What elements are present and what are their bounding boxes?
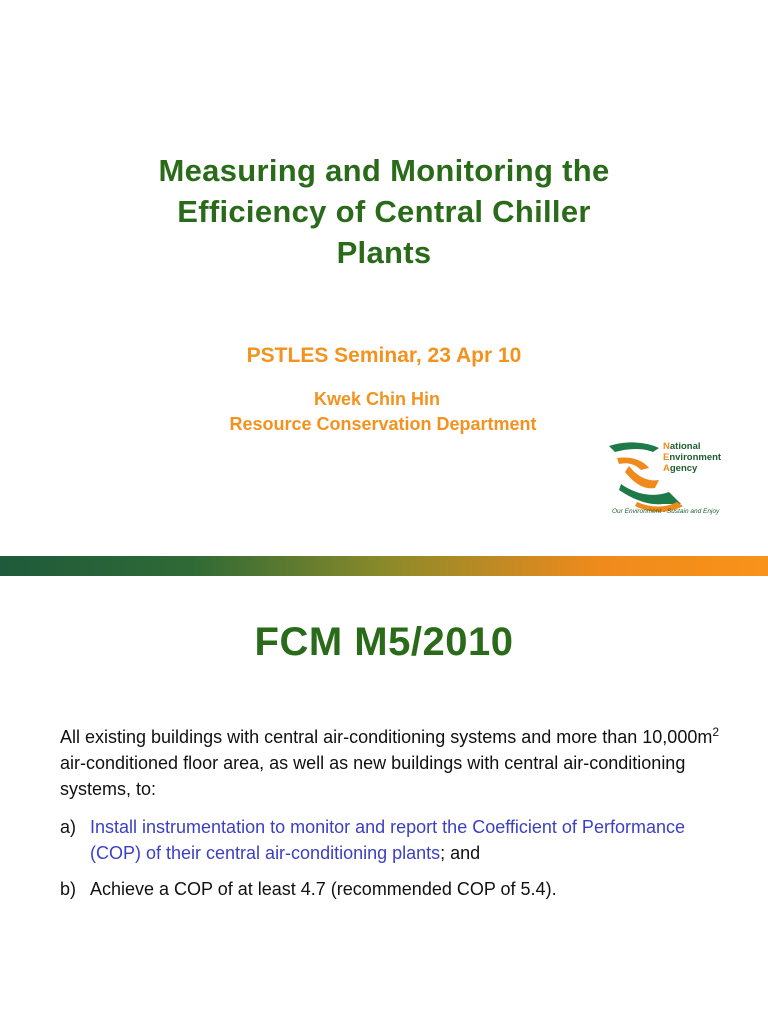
author-name: Kwek Chin Hin — [313, 389, 440, 409]
title-line: Plants — [336, 235, 432, 270]
item-b-text: Achieve a COP of at least 4.7 (recommended COP of 5.4). — [90, 879, 557, 899]
title-line: Measuring and Monitoring the — [158, 153, 610, 188]
list-marker: a) — [60, 817, 77, 837]
item-a-highlight: Install instrumentation to monitor and report the Coefficient of Performance (COP) of their central air-conditioning plants — [90, 817, 685, 863]
list-item-b — [60, 876, 730, 902]
slide-title: FCM M5/2010 — [254, 620, 514, 664]
slide-divider-bar — [0, 556, 768, 576]
list-item-a: a) Install instrumentation to monitor and report the Coefficient of Performance (COP) of their central air-conditioning plants; and — [60, 814, 730, 866]
list-marker: b) — [60, 879, 77, 899]
author-department: Resource Conservation Department — [229, 414, 537, 434]
title-line: Efficiency of Central Chiller — [177, 194, 591, 229]
seminar-subtitle: PSTLES Seminar, 23 Apr 10 — [246, 344, 522, 367]
author-block — [0, 387, 768, 437]
presentation-title — [60, 150, 708, 273]
nea-logo-text: National Environment Agency — [663, 441, 722, 474]
nea-logo-tagline: Our Environment - Sustain and Enjoy — [612, 508, 720, 515]
intro-paragraph: All existing buildings with central air-conditioning systems and more than $10,000m^2$ air-conditioned floor area, as well as new buildings with central air-conditioning systems, to: — [60, 725, 720, 799]
superscript: 2 — [712, 725, 720, 739]
